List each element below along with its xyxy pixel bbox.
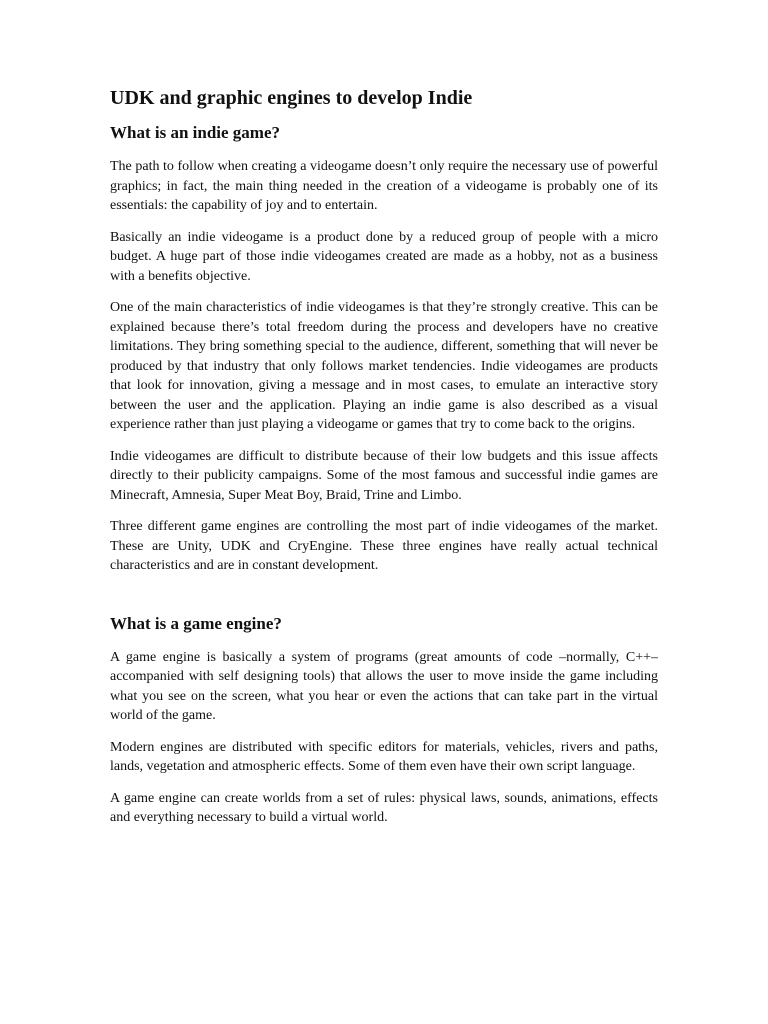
- document-title: UDK and graphic engines to develop Indie: [110, 87, 473, 109]
- paragraph: A game engine can create worlds from a set of rules: physical laws, sounds, animations, effects and everything necessary to build a virtual world.: [110, 790, 658, 825]
- paragraph: The path to follow when creating a videogame doesn’t only require the necessary use of powerful graphics; in fact, the main thing needed in the creation of a videogame is probably one of its essentials: the capability of joy and to entertain.: [110, 159, 658, 213]
- paragraph: Basically an indie videogame is a product done by a reduced group of people with a micro budget. A huge part of those indie videogames created are made as a hobby, not as a business with a benefits objective.: [110, 229, 658, 284]
- paragraph: A game engine is basically a system of programs (great amounts of code –normally, C++– accompanied with self designing tools) that allows the user to move inside the game including what you see on the screen, what you hear or even the actions that can take part in the virtual world of the game.: [110, 649, 658, 723]
- paragraph: Modern engines are distributed with specific editors for materials, vehicles, rivers and paths, lands, vegetation and atmospheric effects. Some of them even have their own script language.: [110, 739, 658, 774]
- paragraph: Three different game engines are controlling the most part of indie videogames of the market. These are Unity, UDK and CryEngine. These three engines have really actual technical characteristics and are in constant development.: [110, 519, 658, 573]
- paragraph: Indie videogames are difficult to distribute because of their low budgets and this issue affects directly to their publicity campaigns. Some of the most famous and successful indie games are Minecraft, Amnesia, Super Meat Boy, Braid, Trine and Limbo.: [110, 448, 658, 503]
- paragraph: One of the main characteristics of indie videogames is that they’re strongly creative. This can be explained because there’s total freedom during the process and developers have no creative limitations. They bring something special to the audience, different, something that will never be produced by that industry that only follows market tendencies. Indie videogames are products that look for innovation, giving a message and in most cases, to emulate an interactive story between the user and the application. Playing an indie game is also described as a visual experience rather than just playing a videogame or games that try to come back to the origins.: [110, 300, 658, 432]
- section-heading-indie-game: What is an indie game?: [110, 123, 281, 142]
- section-heading-game-engine: What is a game engine?: [110, 613, 282, 633]
- section-spacer: [110, 588, 658, 613]
- document-page: [110, 86, 658, 840]
